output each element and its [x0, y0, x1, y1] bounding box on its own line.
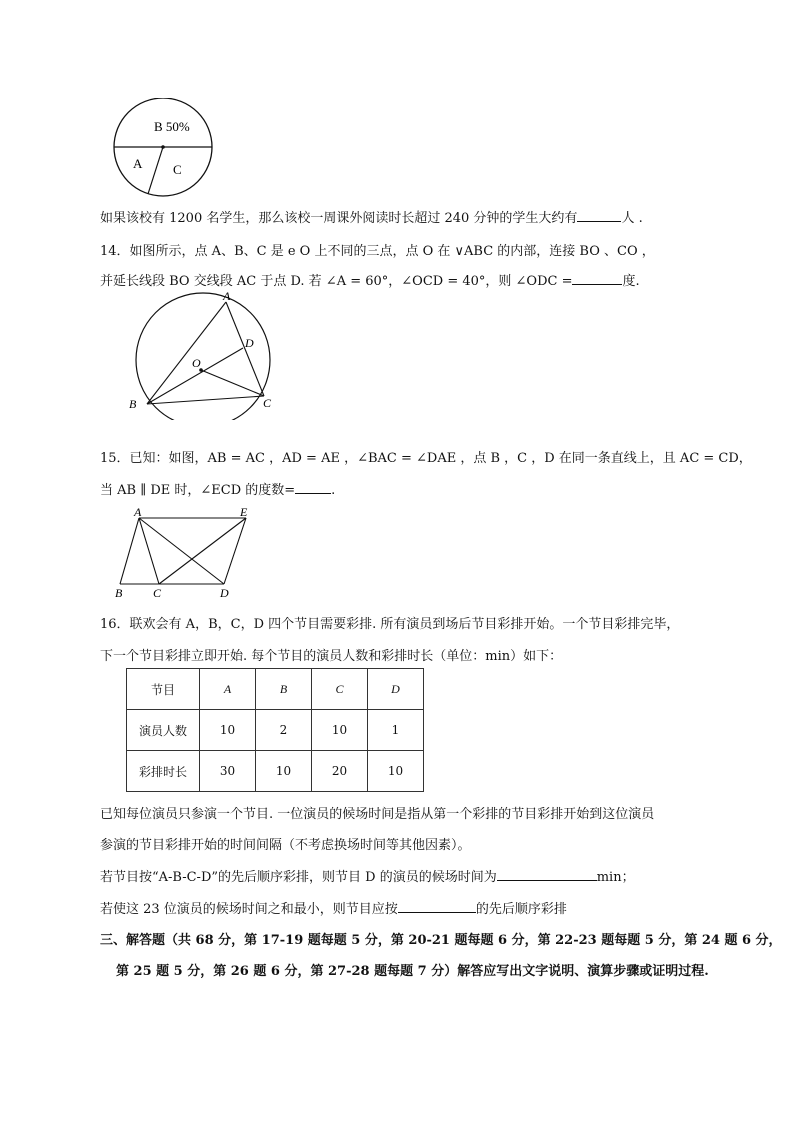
q15-parallelogram-figure: [110, 504, 260, 600]
q15-line2: [100, 479, 335, 498]
q14-circle: [136, 293, 270, 420]
q16-answer-blank-2[interactable]: [398, 900, 476, 913]
q16-schedule-table: [126, 668, 424, 792]
table-header-cell: D: [368, 669, 424, 710]
pie-label-c: C: [173, 162, 182, 177]
table-cell: 2: [256, 710, 312, 751]
q15-line-ac: [139, 518, 159, 584]
table-cell: 演员人数: [127, 710, 200, 751]
q16-answer-blank-1[interactable]: [497, 868, 597, 881]
pie-label-b: B 50%: [154, 119, 190, 134]
pie-label-a: A: [133, 156, 143, 171]
q16-line5-text: 若节目按“A-B-C-D”的先后顺序彩排，则节目 D 的演员的候场时间为: [100, 870, 497, 885]
table-header-cell: A: [200, 669, 256, 710]
table-header-cell: B: [256, 669, 312, 710]
q16-line5: [100, 866, 635, 885]
table-cell: 10: [312, 710, 368, 751]
q15-label-c: C: [153, 586, 162, 600]
q14-line-bc: [147, 396, 264, 404]
table-cell: 10: [368, 751, 424, 792]
q13-answer-blank[interactable]: [577, 209, 621, 222]
q14-label-b: B: [129, 397, 137, 411]
q14-line-ab: [147, 302, 226, 404]
section3-heading-line2: 第 25 题 5 分，第 26 题 6 分，第 27-28 题每题 7 分）解答应写出文字说明、演算步骤或证明过程.: [116, 964, 709, 979]
table-header-cell: 节目: [127, 669, 200, 710]
q13-tail-text: 如果该校有 1200 名学生，那么该校一周课外阅读时长超过 240 分钟的学生大约有: [100, 211, 578, 226]
q14-answer-blank[interactable]: [572, 272, 622, 285]
table-cell: 10: [256, 751, 312, 792]
table-header-row: [127, 669, 424, 710]
q13-tail-after: 人 .: [621, 211, 643, 226]
q15-label-a: A: [134, 505, 142, 519]
q14-label-a: A: [223, 290, 231, 303]
q14-label-c: C: [263, 396, 272, 410]
q14-circle-figure: [120, 290, 290, 420]
pie-figure: [110, 98, 220, 198]
q16-line1: 16．联欢会有 A，B，C，D 四个节目需要彩排. 所有演员到场后节目彩排开始。一个节目彩排完毕，: [100, 617, 680, 632]
q14-line1: 14．如图所示，点 A、B、C 是 e O 上不同的三点，点 O 在 ∨ABC 的内部，连接 BO 、CO ，: [100, 244, 655, 259]
q16-line2: 下一个节目彩排立即开始. 每个节目的演员人数和彩排时长（单位：min）如下：: [100, 649, 563, 664]
q16-line6-text: 若使这 23 位演员的候场时间之和最小，则节目应按: [100, 902, 398, 917]
q15-line-ec: [159, 518, 246, 584]
q15-answer-blank[interactable]: [295, 481, 331, 494]
q15-line2-after: .: [331, 483, 336, 498]
q15-label-d: D: [220, 586, 229, 600]
table-cell: 30: [200, 751, 256, 792]
q14-label-d: D: [245, 336, 254, 350]
table-cell: 1: [368, 710, 424, 751]
q16-line5-after: min；: [596, 870, 635, 885]
q15-line-ad: [139, 518, 224, 584]
q15-line-ed: [224, 518, 246, 584]
q14-label-o: O: [192, 356, 201, 370]
q16-line3: 已知每位演员只参演一个节目. 一位演员的候场时间是指从第一个彩排的节目彩排开始到这位演员: [100, 807, 655, 822]
table-cell: 20: [312, 751, 368, 792]
q13-tail-line: [100, 207, 643, 226]
q15-line1: 15．已知：如图，AB = AC ，AD = AE ，∠BAC = ∠DAE ，点 B ，C ，D 在同一条直线上，且 AC = CD，: [100, 451, 752, 466]
q15-line2-text: 当 AB ∥ DE 时，∠ECD 的度数=: [100, 483, 296, 498]
table-row: [127, 710, 424, 751]
q14-line2-text: 并延长线段 BO 交线段 AC 于点 D. 若 ∠A = 60°，∠OCD = 40°，则 ∠ODC =: [100, 274, 573, 289]
q14-line2-after: 度.: [622, 274, 640, 289]
table-cell: 彩排时长: [127, 751, 200, 792]
q14-line2: [100, 270, 640, 289]
q15-line-ab: [120, 518, 139, 584]
q16-line6: [100, 898, 567, 917]
pie-divider: [148, 147, 163, 194]
q16-line4: 参演的节目彩排开始的时间间隔（不考虑换场时间等其他因素）。: [100, 838, 471, 853]
table-cell: 10: [200, 710, 256, 751]
q15-label-e: E: [240, 505, 248, 519]
table-header-cell: C: [312, 669, 368, 710]
pie-center-dot: [161, 145, 165, 149]
q16-line6-after: 的先后顺序彩排: [475, 902, 567, 917]
section3-heading-line1: 三、解答题（共 68 分，第 17-19 题每题 5 分，第 20-21 题每题 6 分，第 22-23 题每题 5 分，第 24 题 6 分，: [100, 933, 782, 948]
table-row: [127, 751, 424, 792]
q15-label-b: B: [115, 586, 123, 600]
